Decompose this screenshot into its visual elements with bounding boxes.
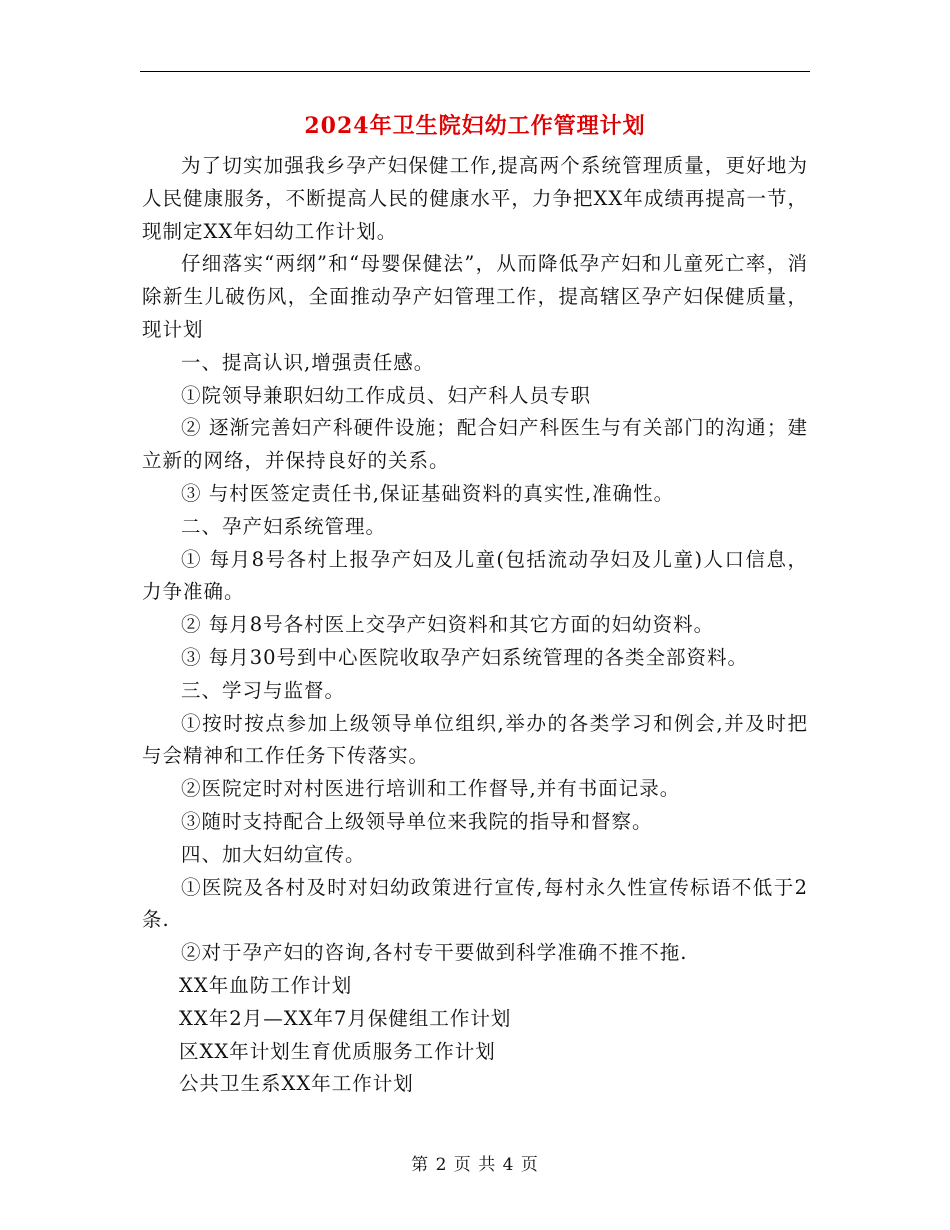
paragraph: 为了切实加强我乡孕产妇保健工作,提高两个系统管理质量，更好地为人民健康服务，不断提高人民的健康水平，力争把XX年成绩再提高一节，现制定XX年妇幼工作计划。 <box>142 154 808 243</box>
list-item: ②对于孕产妇的咨询,各村专干要做到科学准确不推不拖. <box>181 941 688 965</box>
related-link-text: 区XX年计划生育优质服务工作计划 <box>179 1039 496 1063</box>
header-rule <box>140 71 810 72</box>
list-item: ③ 与村医签定责任书,保证基础资料的真实性,准确性。 <box>181 481 675 505</box>
section-heading: 二、孕产妇系统管理。 <box>181 514 387 538</box>
section-heading: 三、学习与监督。 <box>181 678 346 702</box>
list-item: ①医院及各村及时对妇幼政策进行宣传,每村永久性宣传标语不低于2条. <box>142 875 808 932</box>
list-item: ③随时支持配合上级领导单位来我院的指导和督察。 <box>181 809 653 833</box>
related-link-text: XX年2月—XX年7月保健组工作计划 <box>179 1006 512 1030</box>
list-item: ②医院定时对村医进行培训和工作督导,并有书面记录。 <box>181 777 681 801</box>
page-number-footer: 第 2 页 共 4 页 <box>411 1155 539 1175</box>
paragraph: 仔细落实“两纲”和“母婴保健法”，从而降低孕产妇和儿童死亡率，消除新生儿破伤风，全面推动孕产妇管理工作，提高辖区孕产妇保健质量，现计划 <box>142 252 808 341</box>
related-link-text: XX年血防工作计划 <box>179 973 353 997</box>
list-item: ①按时按点参加上级领导单位组织,举办的各类学习和例会,并及时把与会精神和工作任务下传落实。 <box>142 711 808 768</box>
related-link-text: 公共卫生系XX年工作计划 <box>179 1072 414 1096</box>
list-item: ② 每月8号各村医上交孕产妇资料和其它方面的妇幼资料。 <box>181 613 715 637</box>
section-heading: 一、提高认识,增强责任感。 <box>181 350 435 374</box>
document-title: 2024年卫生院妇幼工作管理计划 <box>304 113 646 139</box>
list-item: ② 逐渐完善妇产科硬件设施；配合妇产科医生与有关部门的沟通；建立新的网络，并保持良好的关系。 <box>142 416 808 473</box>
list-item: ①院领导兼职妇幼工作成员、妇产科人员专职 <box>181 383 592 407</box>
list-item: ③ 每月30号到中心医院收取孕产妇系统管理的各类全部资料。 <box>181 645 749 669</box>
list-item: ① 每月8号各村上报孕产妇及儿童(包括流动孕妇及儿童)人口信息，力争准确。 <box>142 547 808 604</box>
document-body <box>142 150 808 1101</box>
section-heading: 四、加大妇幼宣传。 <box>181 842 366 866</box>
